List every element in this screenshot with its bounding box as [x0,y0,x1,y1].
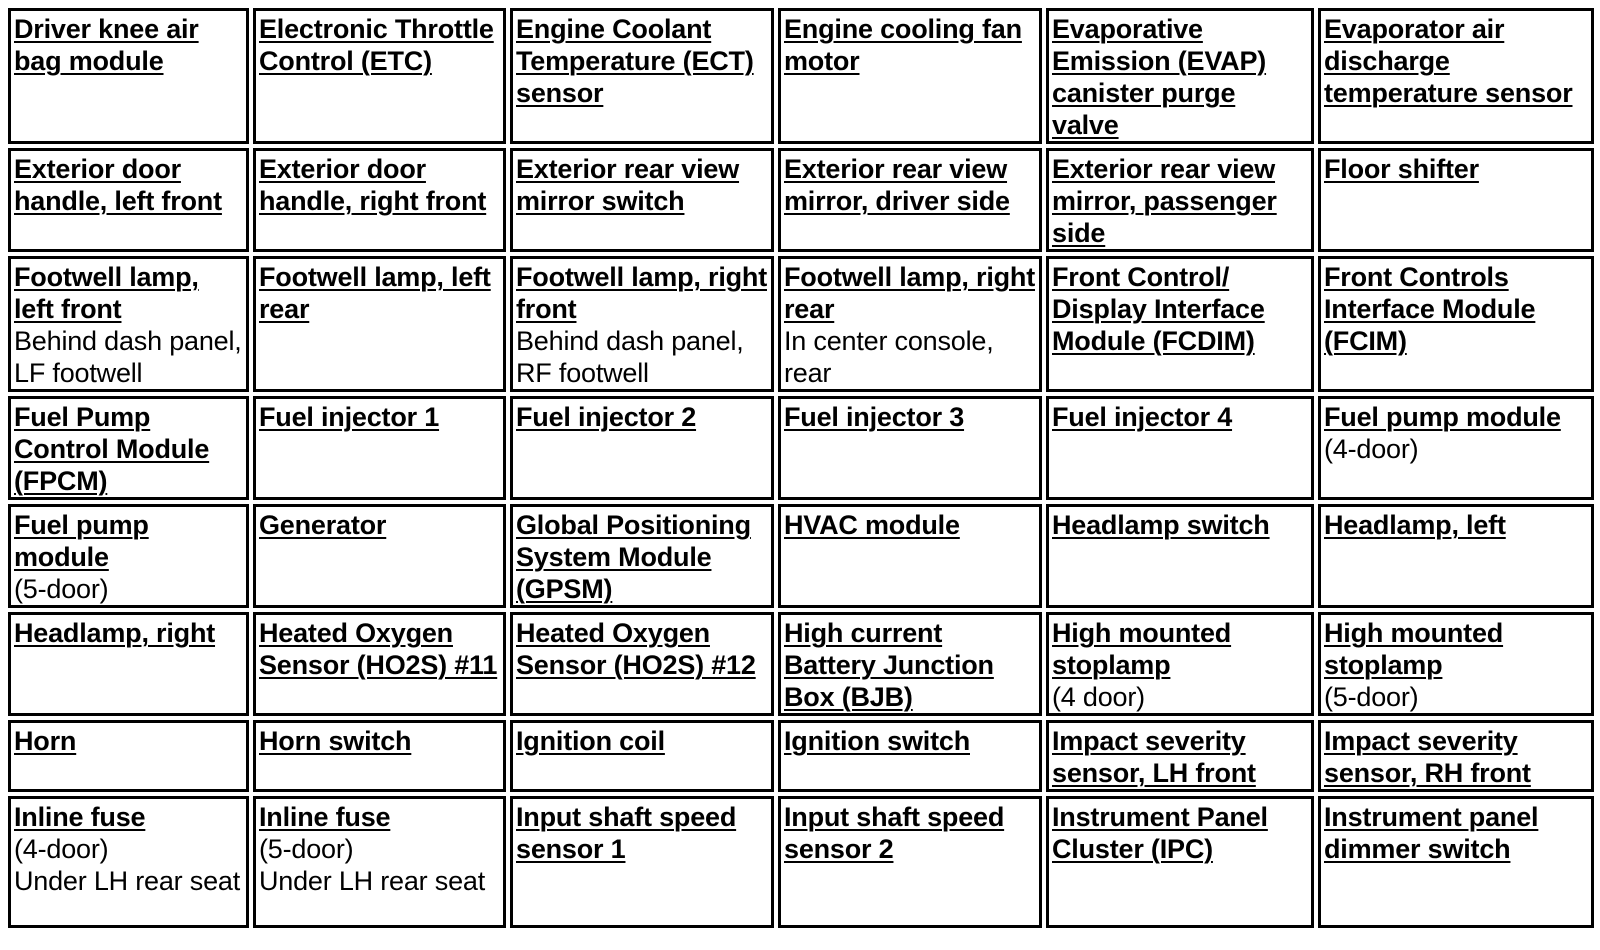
table-cell [1046,148,1314,252]
table-row [8,612,1594,716]
table-cell [1318,256,1594,392]
component-link[interactable]: Heated Oxygen Sensor (HO2S) #12 [516,618,756,680]
table-cell [8,396,249,500]
component-link[interactable]: Fuel injector 2 [516,402,697,432]
table-cell [253,148,506,252]
table-cell [8,148,249,252]
component-link[interactable]: Horn switch [259,726,412,756]
component-link[interactable]: Impact severity sensor, LH front [1052,726,1256,788]
component-link[interactable]: Exterior door handle, right front [259,154,487,216]
component-link[interactable]: Headlamp, right [14,618,216,648]
component-link[interactable]: Footwell lamp, left front [14,262,199,324]
table-cell [510,612,774,716]
location-note: Behind dash panel, LF footwell [14,326,242,388]
component-link[interactable]: Headlamp, left [1324,510,1506,540]
component-link[interactable]: Driver knee air bag module [14,14,199,76]
component-link[interactable]: Generator [259,510,387,540]
table-cell [510,8,774,144]
table-cell [778,396,1042,500]
component-link[interactable]: Footwell lamp, right rear [784,262,1035,324]
table-cell [778,612,1042,716]
component-link[interactable]: Headlamp switch [1052,510,1270,540]
component-link[interactable]: Input shaft speed sensor 2 [784,802,1005,864]
component-link[interactable]: Instrument Panel Cluster (IPC) [1052,802,1268,864]
table-cell [8,256,249,392]
table-cell [510,796,774,928]
table-cell [778,148,1042,252]
table-cell [1046,256,1314,392]
table-cell [253,720,506,792]
component-link[interactable]: Ignition switch [784,726,970,756]
location-note: Behind dash panel, RF footwell [516,326,744,388]
table-cell [778,720,1042,792]
component-link[interactable]: Exterior rear view mirror switch [516,154,740,216]
table-cell [778,256,1042,392]
table-cell [778,796,1042,928]
table-cell [253,612,506,716]
component-link[interactable]: Floor shifter [1324,154,1479,184]
table-cell [1046,612,1314,716]
component-link[interactable]: Front Controls Interface Module (FCIM) [1324,262,1536,356]
component-link[interactable]: Fuel injector 1 [259,402,440,432]
location-note: (5-door) Under LH rear seat [259,834,486,896]
table-row [8,796,1594,928]
component-link[interactable]: Fuel Pump Control Module (FPCM) [14,402,210,496]
component-link[interactable]: Engine cooling fan motor [784,14,1022,76]
component-link[interactable]: Exterior door handle, left front [14,154,222,216]
component-link[interactable]: Horn [14,726,77,756]
component-link[interactable]: High mounted stoplamp [1052,618,1232,680]
table-cell [510,504,774,608]
location-note: In center console, rear [784,326,994,388]
component-link[interactable]: Instrument panel dimmer switch [1324,802,1539,864]
table-cell [8,796,249,928]
table-cell [1046,796,1314,928]
table-row [8,720,1594,792]
location-note: (4 door) [1052,682,1145,712]
table-cell [1318,148,1594,252]
component-link[interactable]: Footwell lamp, right front [516,262,767,324]
location-note: (5-door) [14,574,109,604]
table-cell [510,720,774,792]
location-note: (5-door) [1324,682,1419,712]
table-cell [1318,396,1594,500]
table-row [8,396,1594,500]
table-cell [8,504,249,608]
component-link[interactable]: Heated Oxygen Sensor (HO2S) #11 [259,618,498,680]
table-row [8,8,1594,144]
table-cell [8,720,249,792]
component-link[interactable]: Fuel injector 4 [1052,402,1233,432]
table-cell [510,148,774,252]
component-link[interactable]: Inline fuse [259,802,391,832]
component-link[interactable]: Inline fuse [14,802,146,832]
table-row [8,256,1594,392]
table-cell [253,8,506,144]
table-row [8,504,1594,608]
component-link[interactable]: HVAC module [784,510,960,540]
table-cell [1046,720,1314,792]
component-link[interactable]: Exterior rear view mirror, driver side [784,154,1010,216]
component-link[interactable]: High mounted stoplamp [1324,618,1504,680]
table-cell [1046,504,1314,608]
table-cell [1046,8,1314,144]
component-link[interactable]: Electronic Throttle Control (ETC) [259,14,494,76]
component-link[interactable]: Front Control/ Display Interface Module (FCDIM) [1052,262,1265,356]
component-link[interactable]: Fuel injector 3 [784,402,965,432]
component-location-table [4,4,1598,932]
table-cell [1318,612,1594,716]
table-cell [1318,796,1594,928]
table-cell [1318,720,1594,792]
table-cell [778,8,1042,144]
component-link[interactable]: Evaporator air discharge temperature sensor [1324,14,1573,108]
component-link[interactable]: Footwell lamp, left rear [259,262,491,324]
component-link[interactable]: Input shaft speed sensor 1 [516,802,737,864]
table-row [8,148,1594,252]
table-cell [253,396,506,500]
component-link[interactable]: Global Positioning System Module (GPSM) [516,510,751,604]
location-note: (4-door) Under LH rear seat [14,834,241,896]
table-cell [8,612,249,716]
component-link[interactable]: Engine Coolant Temperature (ECT) sensor [516,14,754,108]
table-cell [1318,504,1594,608]
table-cell [253,796,506,928]
component-link[interactable]: Fuel pump module [14,510,149,572]
location-note: (4-door) [1324,434,1419,464]
component-link[interactable]: Evaporative Emission (EVAP) canister purge valve [1052,14,1267,140]
table-cell [778,504,1042,608]
component-link[interactable]: Fuel pump module [1324,402,1561,432]
component-link[interactable]: Exterior rear view mirror, passenger side [1052,154,1277,248]
table-cell [1318,8,1594,144]
table-cell [8,8,249,144]
component-link[interactable]: Impact severity sensor, RH front [1324,726,1531,788]
table-cell [510,396,774,500]
table-body [8,8,1594,928]
table-cell [1046,396,1314,500]
table-cell [253,504,506,608]
component-link[interactable]: High current Battery Junction Box (BJB) [784,618,994,712]
table-cell [253,256,506,392]
table-cell [510,256,774,392]
component-link[interactable]: Ignition coil [516,726,665,756]
